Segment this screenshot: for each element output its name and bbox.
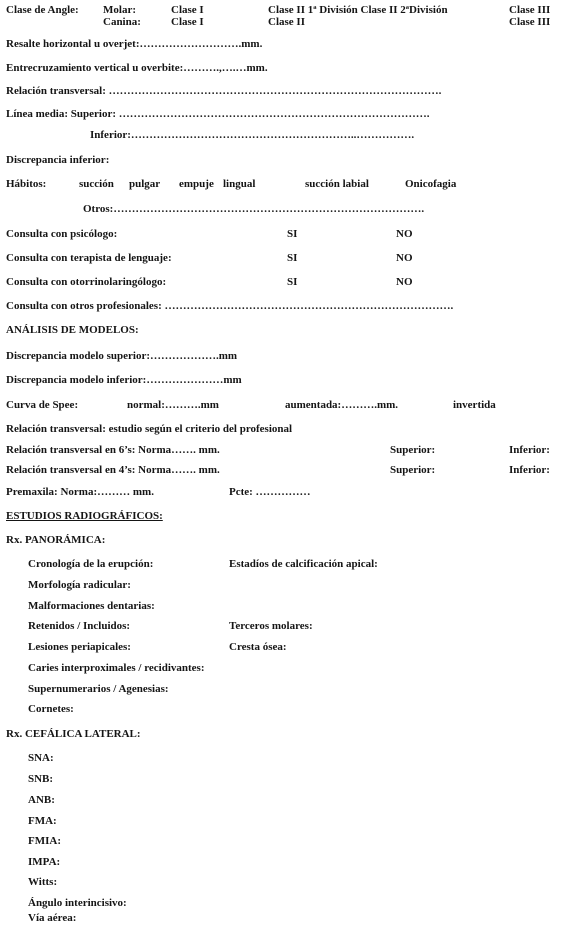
habito-succion-labial: succión labial — [305, 178, 369, 190]
cefalica-via-aerea: Vía aérea: — [28, 912, 77, 924]
premaxila-pcte-field: Pcte: …………… — [229, 486, 311, 498]
rel-4s-field: Relación transversal en 4’s: Norma……. mm. — [6, 464, 220, 476]
cefalica-anb: ANB: — [28, 794, 55, 806]
consulta-psicologo-label: Consulta con psicólogo: — [6, 228, 118, 240]
cefalica-fma: FMA: — [28, 815, 57, 827]
disc-inferior-field: Discrepancia modelo inferior:…………………mm — [6, 374, 242, 386]
cefalica-snb: SNB: — [28, 773, 54, 785]
consulta-otorrino-no: NO — [396, 276, 413, 288]
rel-6s-inferior: Inferior: — [509, 444, 550, 456]
panoramica-cresta: Cresta ósea: — [229, 641, 287, 653]
panoramica-terceros: Terceros molares: — [229, 620, 313, 632]
discrepancia-inferior-label: Discrepancia inferior: — [6, 154, 110, 166]
consulta-psicologo-si: SI — [287, 228, 298, 240]
consulta-lenguaje-si: SI — [287, 252, 298, 264]
rel-transversal-estudio: Relación transversal: estudio según el criterio del profesional — [6, 423, 293, 435]
cefalica-angulo-interincisivo: Ángulo interincisivo: — [28, 897, 127, 909]
molar-label: Molar: — [103, 4, 136, 16]
consulta-otorrino-si: SI — [287, 276, 298, 288]
panoramica-caries: Caries interproximales / recidivantes: — [28, 662, 205, 674]
rx-panoramica-heading: Rx. PANORÁMICA: — [6, 534, 106, 546]
panoramica-cronologia: Cronología de la erupción: — [28, 558, 154, 570]
linea-media-superior-field: Línea media: Superior: …………………………………………………………………………. — [6, 108, 430, 120]
habito-lingual: lingual — [223, 178, 256, 190]
cefalica-fmia: FMIA: — [28, 835, 61, 847]
premaxila-norma-field: Premaxila: Norma:……… mm. — [6, 486, 154, 498]
panoramica-morfologia: Morfología radicular: — [28, 579, 131, 591]
curva-spee-label: Curva de Spee: — [6, 399, 79, 411]
habitos-otros-field: Otros:…………………………………………………………………………. — [83, 203, 425, 215]
analisis-modelos-heading: ANÁLISIS DE MODELOS: — [6, 324, 139, 336]
cefalica-sna: SNA: — [28, 752, 54, 764]
panoramica-lesiones: Lesiones periapicales: — [28, 641, 131, 653]
clase3-molar: Clase III — [509, 4, 551, 16]
consulta-otros-field: Consulta con otros profesionales: ……………………………………………………………………. — [6, 300, 454, 312]
panoramica-retenidos: Retenidos / Incluidos: — [28, 620, 131, 632]
canina-label: Canina: — [103, 16, 141, 28]
linea-media-inferior-field: Inferior:……………………………………………………..……………. — [90, 129, 415, 141]
angle-label: Clase de Angle: — [6, 4, 79, 16]
estudios-radiograficos-heading: ESTUDIOS RADIOGRÁFICOS: — [6, 510, 163, 522]
clase2-canina: Clase II — [268, 16, 305, 28]
habitos-label: Hábitos: — [6, 178, 47, 190]
rx-cefalica-heading: Rx. CEFÁLICA LATERAL: — [6, 728, 141, 740]
consulta-lenguaje-label: Consulta con terapista de lenguaje: — [6, 252, 172, 264]
disc-superior-field: Discrepancia modelo superior:……………….mm — [6, 350, 238, 362]
consulta-otorrino-label: Consulta con otorrinolaringólogo: — [6, 276, 167, 288]
curva-spee-normal: normal:……….mm — [127, 399, 219, 411]
panoramica-supernumerarios: Supernumerarios / Agenesias: — [28, 683, 169, 695]
habito-pulgar: pulgar — [129, 178, 161, 190]
panoramica-cornetes: Cornetes: — [28, 703, 74, 715]
habito-empuje: empuje — [179, 178, 214, 190]
rel-6s-superior: Superior: — [390, 444, 436, 456]
clase1-molar: Clase I — [171, 4, 204, 16]
panoramica-malformaciones: Malformaciones dentarias: — [28, 600, 155, 612]
habito-succion: succión — [79, 178, 114, 190]
cefalica-witts: Witts: — [28, 876, 58, 888]
clase3-canina: Clase III — [509, 16, 551, 28]
rel-4s-superior: Superior: — [390, 464, 436, 476]
curva-spee-aumentada: aumentada:……….mm. — [285, 399, 399, 411]
entrecruzamiento-field: Entrecruzamiento vertical u overbite:……….,….…mm. — [6, 62, 268, 74]
clase1-canina: Clase I — [171, 16, 204, 28]
rel-6s-field: Relación transversal en 6’s: Norma……. mm. — [6, 444, 220, 456]
clase2-options: Clase II 1ª División Clase II 2ªDivisión — [268, 4, 448, 16]
consulta-lenguaje-no: NO — [396, 252, 413, 264]
curva-spee-invertida: invertida — [453, 399, 496, 411]
rel-4s-inferior: Inferior: — [509, 464, 550, 476]
panoramica-estadios: Estadíos de calcificación apical: — [229, 558, 378, 570]
cefalica-impa: IMPA: — [28, 856, 61, 868]
habito-onicofagia: Onicofagia — [405, 178, 457, 190]
relacion-transversal-field: Relación transversal: ………………………………………………………………………………. — [6, 85, 442, 97]
resalte-field: Resalte horizontal u overjet:……………………….mm. — [6, 38, 263, 50]
consulta-psicologo-no: NO — [396, 228, 413, 240]
